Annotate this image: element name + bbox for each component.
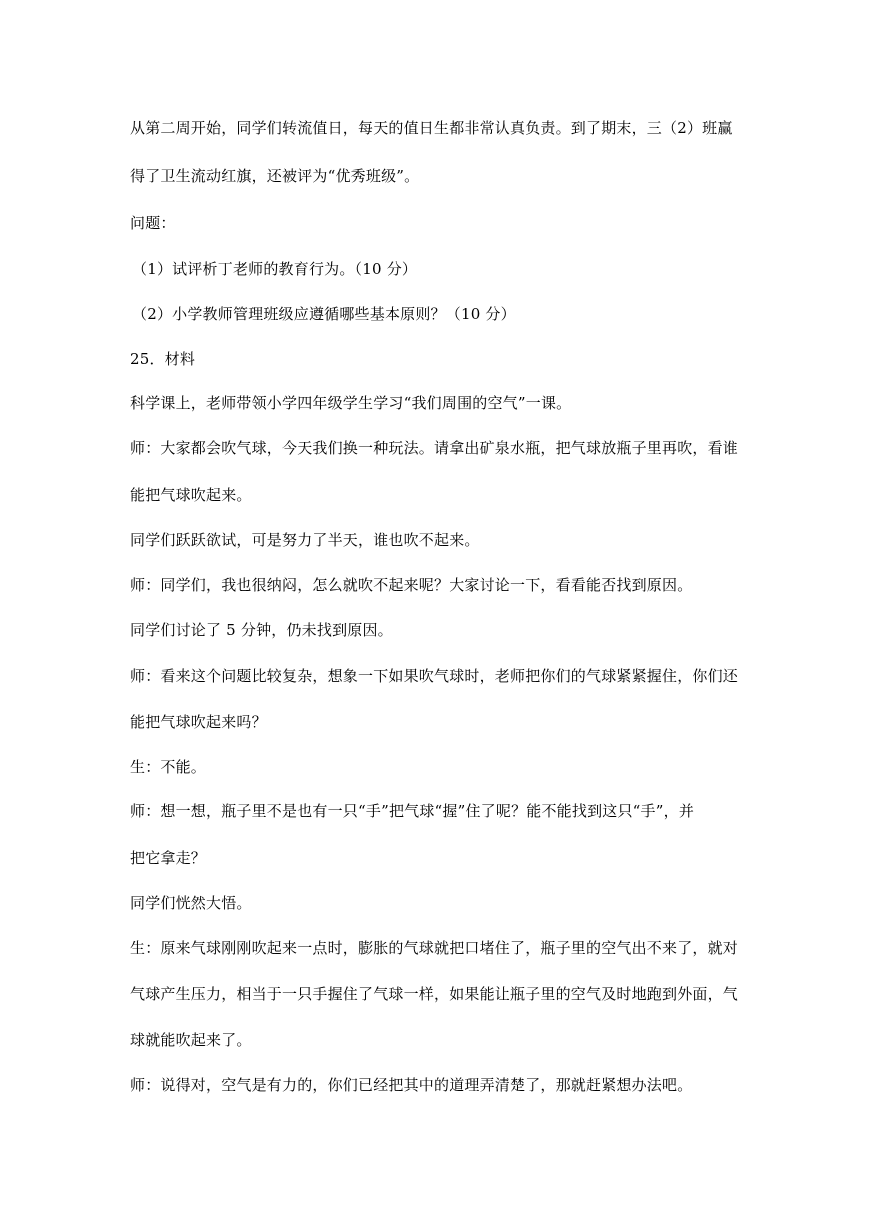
- question-heading: 问题：: [130, 214, 176, 232]
- dialogue-line: 能把气球吹起来。: [130, 486, 252, 504]
- paragraph-line: 得了卫生流动红旗，还被评为“优秀班级”。: [130, 167, 420, 185]
- question-item-2: （2）小学教师管理班级应遵循哪些基本原则？（10 分）: [132, 305, 516, 323]
- paragraph-line: 科学课上，老师带领小学四年级学生学习“我们周围的空气”一课。: [130, 394, 572, 412]
- dialogue-line: 师：说得对，空气是有力的，你们已经把其中的道理弄清楚了，那就赶紧想办法吧。: [130, 1076, 693, 1094]
- dialogue-line: 师：想一想，瓶子里不是也有一只“手”把气球“握”住了呢？能不能找到这只“手”，并: [130, 802, 695, 820]
- section-heading: 25．材料: [130, 350, 196, 368]
- dialogue-line: 生：不能。: [130, 758, 207, 776]
- narration-line: 同学们讨论了 5 分钟，仍未找到原因。: [130, 621, 393, 639]
- dialogue-line: 师：同学们，我也很纳闷，怎么就吹不起来呢？大家讨论一下，看看能否找到原因。: [130, 576, 693, 594]
- dialogue-line: 球就能吹起来了。: [130, 1031, 252, 1049]
- dialogue-line: 气球产生压力，相当于一只手握住了气球一样，如果能让瓶子里的空气及时地跑到外面，气: [130, 985, 739, 1003]
- dialogue-line: 把它拿走？: [130, 849, 207, 867]
- dialogue-line: 能把气球吹起来吗？: [130, 713, 267, 731]
- narration-line: 同学们恍然大悟。: [130, 894, 252, 912]
- narration-line: 同学们跃跃欲试，可是努力了半天，谁也吹不起来。: [130, 531, 480, 549]
- question-item-1: （1）试评析丁老师的教育行为。（10 分）: [132, 260, 418, 278]
- dialogue-line: 师：大家都会吹气球，今天我们换一种玩法。请拿出矿泉水瓶，把气球放瓶子里再吹，看谁: [130, 439, 739, 457]
- dialogue-line: 生：原来气球刚刚吹起来一点时，膨胀的气球就把口堵住了，瓶子里的空气出不来了，就对: [130, 939, 739, 957]
- paragraph-line: 从第二周开始，同学们转流值日，每天的值日生都非常认真负责。到了期末，三（2）班赢: [130, 119, 733, 137]
- dialogue-line: 师：看来这个问题比较复杂，想象一下如果吹气球时，老师把你们的气球紧紧握住，你们还: [130, 667, 739, 685]
